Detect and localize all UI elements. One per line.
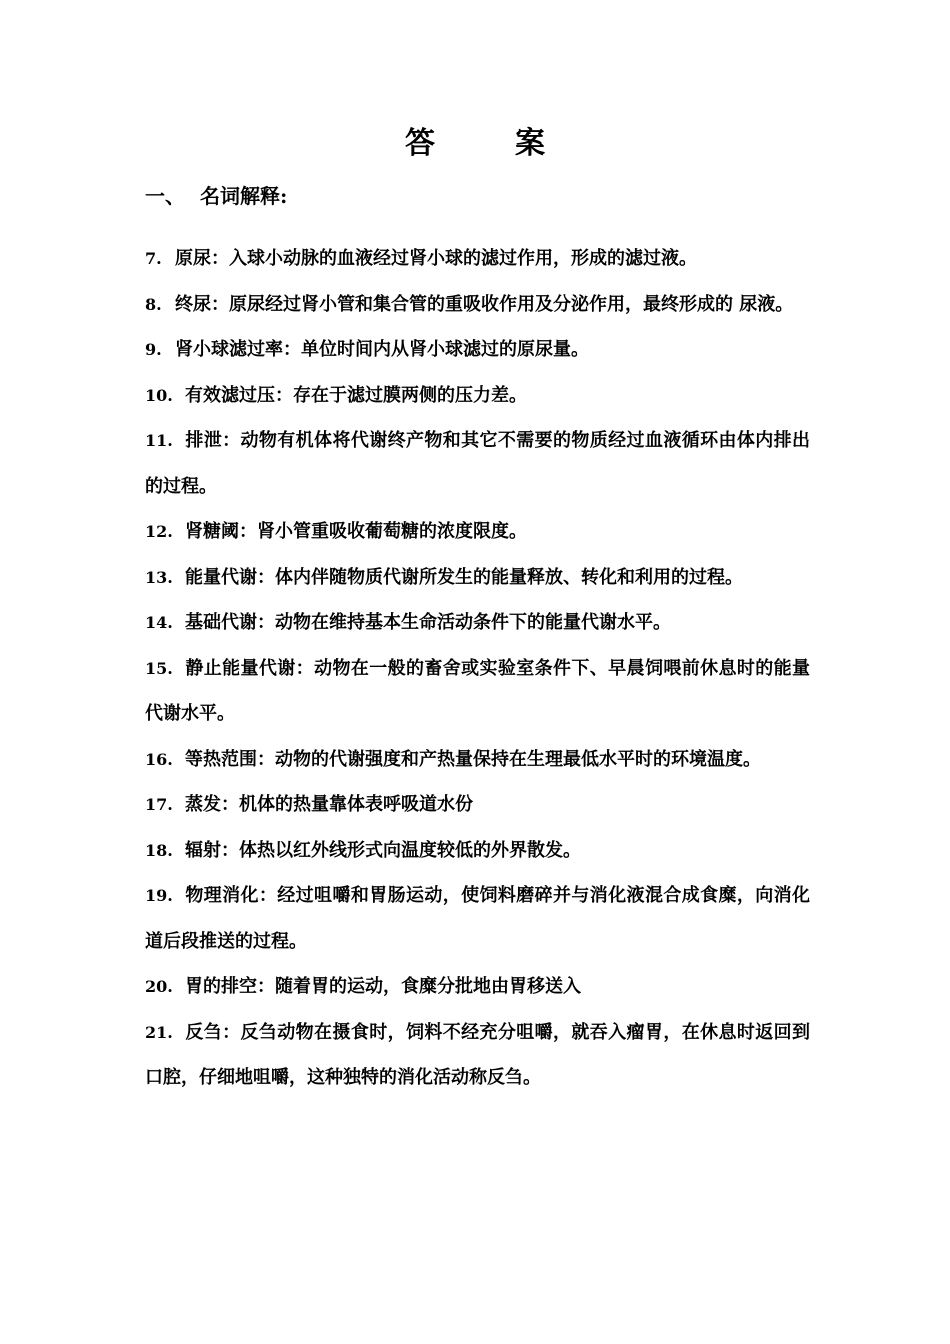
item-term: 等热范围： <box>185 748 275 770</box>
item-term: 蒸发： <box>185 794 239 815</box>
item-definition: 单位时间内从肾小球滤过的原尿量。 <box>301 339 589 360</box>
definition-item <box>145 828 810 874</box>
item-term: 胃的排空： <box>185 976 275 997</box>
item-term: 静止能量代谢： <box>185 657 315 679</box>
item-number: 8. <box>145 294 162 314</box>
page-title <box>0 118 950 162</box>
item-number: 17. <box>145 795 173 814</box>
item-number: 7. <box>145 249 162 268</box>
item-definition: 入球小动脉的血液经过肾小球的滤过作用，形成的滤过液。 <box>229 248 697 269</box>
item-term: 原尿： <box>175 248 229 269</box>
item-number: 11. <box>145 431 173 450</box>
item-definition: 动物有机体将代谢终产物和其它不需要的物质经过血液循环由体内排出的过程。 <box>145 430 810 497</box>
title-char-right: 案 <box>515 126 545 161</box>
item-definition: 原尿经过肾小管和集合管的重吸收作用及分泌作用，最终形成的 尿液。 <box>229 293 794 315</box>
definition-item <box>145 327 810 373</box>
section-title: 名词解释: <box>200 184 288 208</box>
item-definition: 体内伴随物质代谢所发生的能量释放、转化和利用的过程。 <box>275 566 743 588</box>
definition-item <box>145 1010 810 1101</box>
item-number: 16. <box>145 749 173 769</box>
item-number: 10. <box>145 385 173 405</box>
definition-list <box>145 236 810 1101</box>
item-term: 反刍： <box>185 1021 241 1043</box>
definition-item <box>145 964 810 1010</box>
item-term: 能量代谢： <box>185 566 275 588</box>
item-definition: 动物在维持基本生命活动条件下的能量代谢水平。 <box>275 612 671 633</box>
item-term: 物理消化： <box>185 885 278 906</box>
definition-item <box>145 555 810 601</box>
definition-item <box>145 646 810 737</box>
definition-item <box>145 873 810 964</box>
section-number: 一、 <box>145 184 185 208</box>
item-definition: 经过咀嚼和胃肠运动，使饲料磨碎并与消化液混合成食糜，向消化道后段推送的过程。 <box>145 885 810 952</box>
item-definition: 机体的热量靠体表呼吸道水份 <box>239 794 473 815</box>
item-term: 辐射： <box>185 839 239 861</box>
item-definition: 动物在一般的畜舍或实验室条件下、早晨饲喂前休息时的能量代谢水平。 <box>145 657 811 724</box>
section-heading <box>145 180 287 209</box>
item-definition: 动物的代谢强度和产热量保持在生理最低水平时的环境温度。 <box>275 748 761 770</box>
title-char-left: 答 <box>405 126 435 161</box>
item-number: 20. <box>145 977 173 996</box>
item-number: 9. <box>145 340 162 359</box>
definition-item <box>145 737 810 783</box>
item-term: 肾糖阈： <box>185 521 257 542</box>
item-definition: 随着胃的运动，食糜分批地由胃移送入 <box>275 976 581 997</box>
item-term: 肾小球滤过率： <box>175 339 301 360</box>
definition-item <box>145 600 810 646</box>
item-number: 13. <box>145 567 173 587</box>
definition-item <box>145 373 810 419</box>
item-number: 21. <box>145 1022 173 1042</box>
item-definition: 存在于滤过膜两侧的压力差。 <box>293 384 527 406</box>
item-definition: 反刍动物在摄食时，饲料不经充分咀嚼，就吞入瘤胃，在休息时返回到口腔，仔细地咀嚼，这种独特的消化活动称反刍。 <box>145 1021 810 1088</box>
definition-item <box>145 236 810 282</box>
item-definition: 肾小管重吸收葡萄糖的浓度限度。 <box>257 521 527 542</box>
item-term: 排泄： <box>185 430 241 451</box>
item-term: 基础代谢： <box>185 612 275 633</box>
item-number: 15. <box>145 658 173 678</box>
definition-item <box>145 782 810 828</box>
item-number: 14. <box>145 613 173 632</box>
item-number: 18. <box>145 840 173 860</box>
definition-item <box>145 418 810 509</box>
item-term: 有效滤过压： <box>185 384 293 406</box>
item-definition: 体热以红外线形式向温度较低的外界散发。 <box>239 839 581 861</box>
definition-item <box>145 509 810 555</box>
item-term: 终尿： <box>175 293 229 315</box>
item-number: 12. <box>145 522 173 541</box>
definition-item <box>145 282 810 328</box>
item-number: 19. <box>145 886 173 905</box>
